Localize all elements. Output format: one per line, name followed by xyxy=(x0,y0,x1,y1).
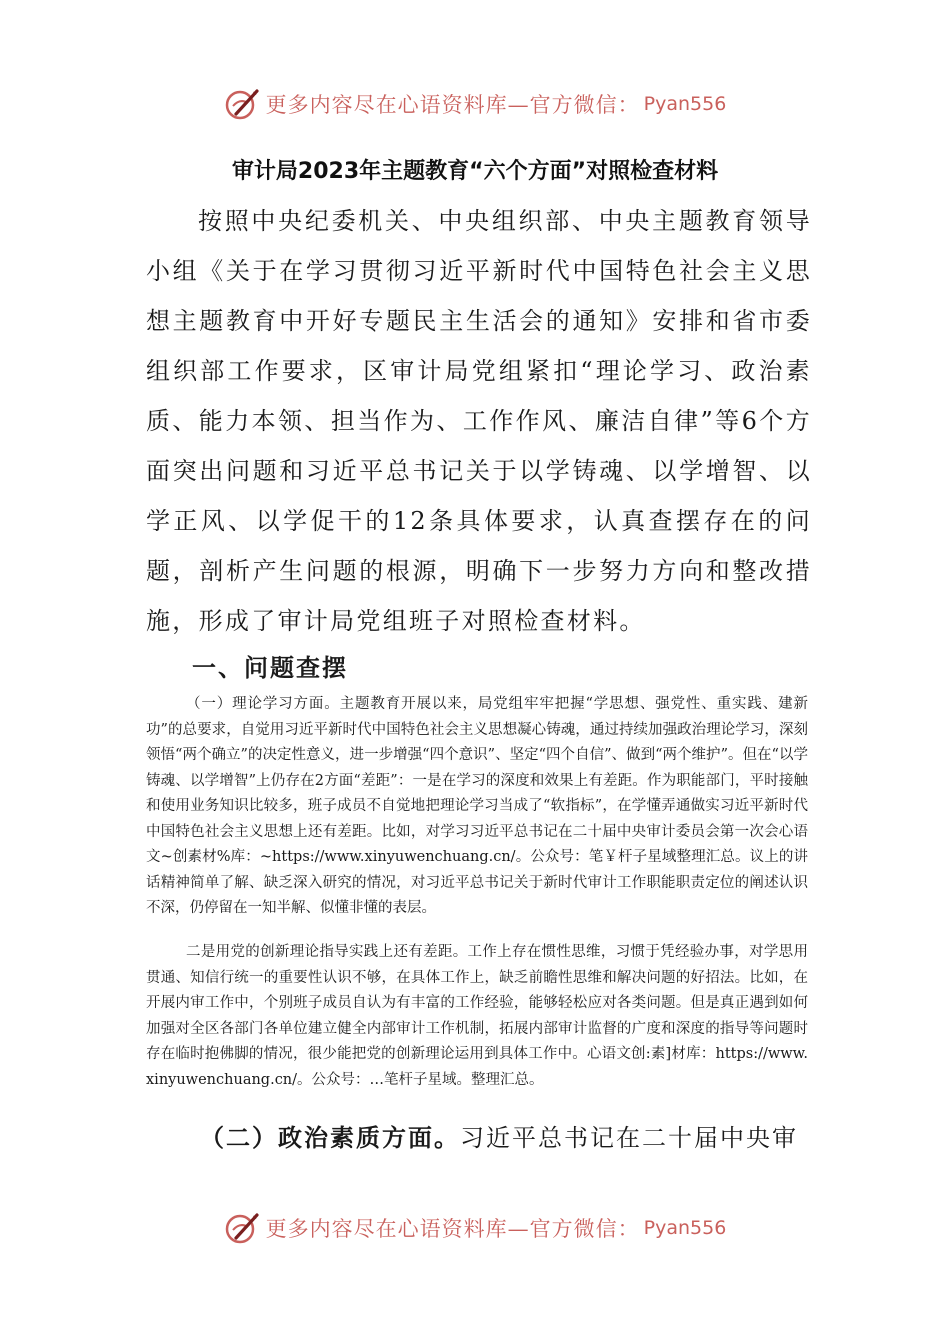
watermark-text: 更多内容尽在心语资料库—官方微信： xyxy=(265,1217,640,1241)
subsection-text: 习近平总书记在二十届中央审 xyxy=(460,1124,798,1152)
section-heading-problems: 一、问题查摆 xyxy=(192,654,348,682)
subsection-heading: （二）政治素质方面。 xyxy=(200,1124,460,1152)
pen-logo-icon xyxy=(224,86,260,122)
watermark-id: Pyan556 xyxy=(643,93,727,115)
pen-logo-icon xyxy=(224,1210,260,1246)
watermark-banner-bottom xyxy=(0,1208,950,1248)
intro-paragraph: 按照中央纪委机关、中央组织部、中央主题教育领导小组《关于在学习贯彻习近平新时代中国特色社会主义思想主题教育中开好专题民主生活会的通知》安排和省市委组织部工作要求，区审计局党组紧扣“理论学习、政治素质、能力本领、担当作为、工作作风、廉洁自律”等6个方面突出问题和习近平总书记关于以学铸魂、以学增智、以学正风、以学促干的12条具体要求，认真查摆存在的问题，剖析产生问题的根源，明确下一步努力方向和整改措施，形成了审计局党组班子对照检查材料。 xyxy=(146,207,812,635)
subsection-political-quality xyxy=(200,1118,820,1153)
paragraph-theory-study: （一）理论学习方面。主题教育开展以来，局党组牢牢把握“学思想、强党性、重实践、建新功”的总要求，自觉用习近平新时代中国特色社会主义思想凝心铸魂，通过持续加强政治理论学习，深刻领悟“两个确立”的决定性意义，进一步增强“四个意识”、坚定“四个自信”、做到“两个维护”。但在“以学铸魂、以学增智”上仍存在2方面“差距”：一是在学习的深度和效果上有差距。作为职能部门，平时接触和使用业务知识比较多，班子成员不自觉地把理论学习当成了“软指标”，在学懂弄通做实习近平新时代中国特色社会主义思想上还有差距。比如，对学习习近平总书记在二十届中央审计委员会第一次会心语文~创素材%库：~https://www.xinyuwenchuang.cn/。公众号：笔￥杆子星域整理汇总。议上的讲话精神简单了解、缺乏深入研究的情况，对习近平总书记关于新时代审计工作职能职责定位的阐述认识不深，仍停留在一知半解、似懂非懂的表层。 xyxy=(146,696,808,916)
document-title: 审计局2023年主题教育“六个方面”对照检查材料 xyxy=(231,159,719,184)
watermark-id: Pyan556 xyxy=(643,1217,727,1239)
watermark-text: 更多内容尽在心语资料库—官方微信： xyxy=(265,93,640,117)
watermark-banner-top xyxy=(0,84,950,124)
paragraph-practice-guidance: 二是用党的创新理论指导实践上还有差距。工作上存在惯性思维，习惯于凭经验办事，对学思用贯通、知信行统一的重要性认识不够，在具体工作上，缺乏前瞻性思维和解决问题的好招法。比如，在开展内审工作中，个别班子成员自认为有丰富的工作经验，能够轻松应对各类问题。但是真正遇到如何加强对全区各部门各单位建立健全内部审计工作机制，拓展内部审计监督的广度和深度的指导等问题时存在临时抱佛脚的情况，很少能把党的创新理论运用到具体工作中。心语文创:素]材库：https://www.xinyuwenchuang.cn/。公众号：…笔杆子星域。整理汇总。 xyxy=(146,944,808,1088)
